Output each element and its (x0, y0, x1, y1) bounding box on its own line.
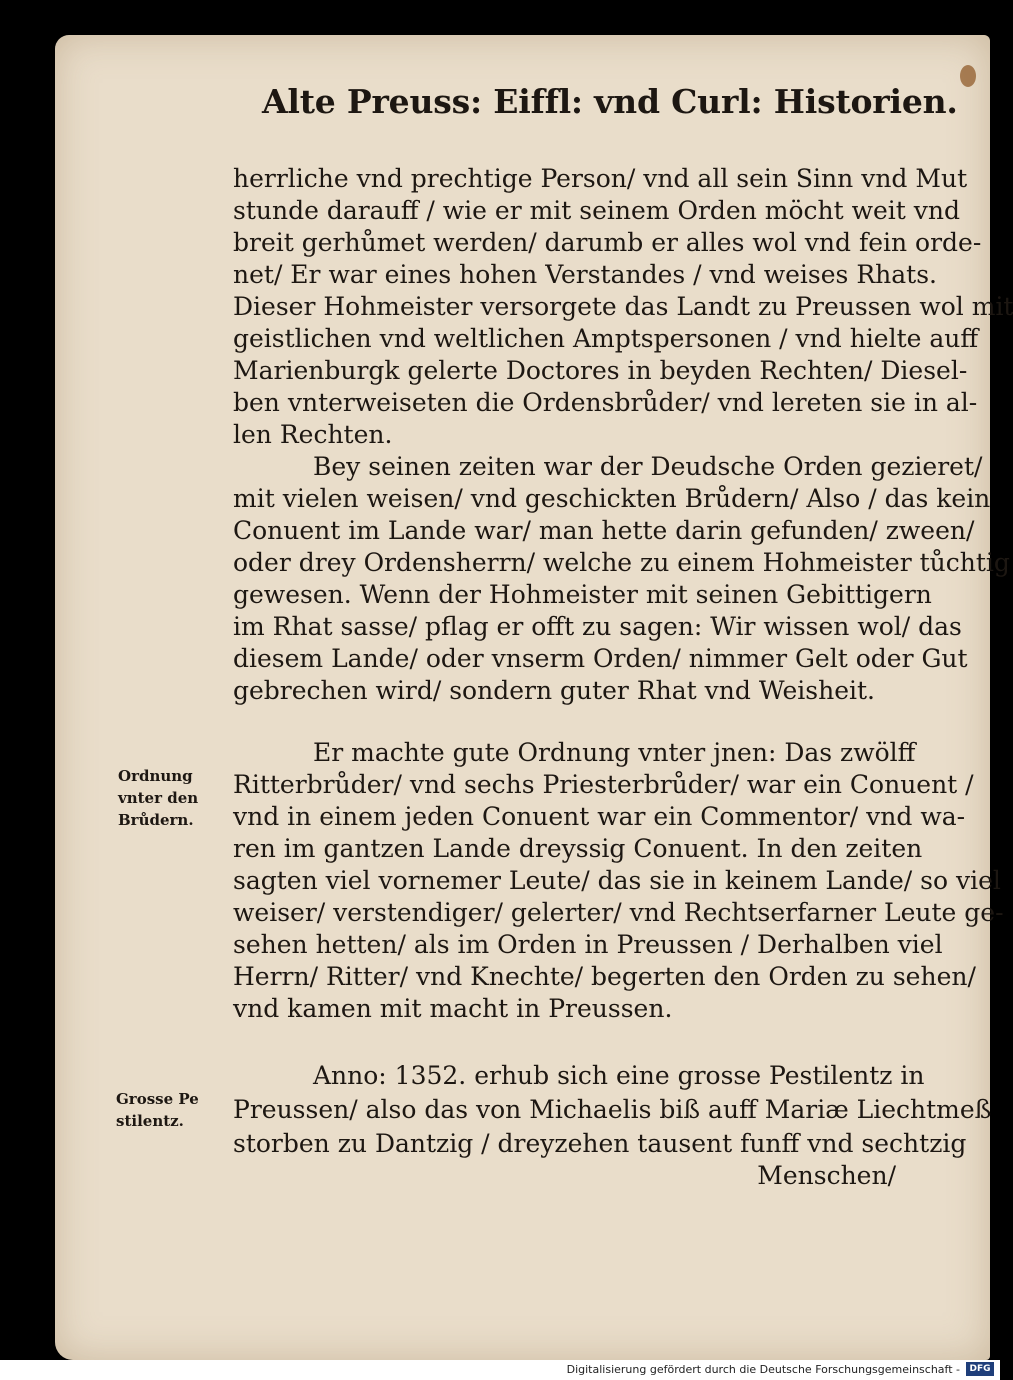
text-line: Er machte gute Ordnung vnter jnen: Das zwölff (313, 738, 916, 767)
catchword: Menschen/ (757, 1161, 896, 1190)
margin-note-line: vnter den (118, 789, 199, 807)
text-line: oder drey Ordensherrn/ welche zu einem Hohmeister tůchtig (233, 548, 1010, 577)
text-line: sagten viel vornemer Leute/ das sie in keinem Lande/ so viel (233, 866, 1001, 895)
text-line: Conuent im Lande war/ man hette darin gefunden/ zween/ (233, 516, 975, 545)
text-line: weiser/ verstendiger/ gelerter/ vnd Rechtserfarner Leute ge- (233, 898, 1004, 927)
text-line: Preussen/ also das von Michaelis biß auff Mariæ Liechtmeß (233, 1095, 992, 1124)
text-line: Herrn/ Ritter/ vnd Knechte/ begerten den Orden zu sehen/ (233, 962, 976, 991)
text-line: im Rhat sasse/ pflag er offt zu sagen: Wir wissen wol/ das (233, 612, 962, 641)
text-line: geistlichen vnd weltlichen Amptspersonen / vnd hielte auff (233, 324, 979, 353)
text-line: gewesen. Wenn der Hohmeister mit seinen Gebittigern (233, 580, 932, 609)
text-line: vnd kamen mit macht in Preussen. (233, 994, 673, 1023)
text-line: Anno: 1352. erhub sich eine grosse Pestilentz in (313, 1061, 925, 1090)
text-line: Bey seinen zeiten war der Deudsche Orden gezieret/ (313, 452, 983, 481)
margin-note-line: stilentz. (116, 1112, 184, 1130)
margin-note-ordnung (118, 765, 233, 831)
dfg-logo: DFG (966, 1362, 994, 1376)
text-line: stunde darauff / wie er mit seinem Orden möcht weit vnd (233, 196, 961, 225)
text-line: sehen hetten/ als im Orden in Preussen / Derhalben viel (233, 930, 943, 959)
text-line: net/ Er war eines hohen Verstandes / vnd weises Rhats. (233, 260, 937, 289)
text-line: len Rechten. (233, 420, 393, 449)
text-line: herrliche vnd prechtige Person/ vnd all sein Sinn vnd Mut (233, 164, 968, 193)
footer-bar (0, 1360, 1000, 1380)
text-line: vnd in einem jeden Conuent war ein Commentor/ vnd wa- (233, 802, 966, 831)
text-line: Marienburgk gelerte Doctores in beyden Rechten/ Diesel- (233, 356, 968, 385)
margin-note-line: Grosse Pe (116, 1090, 199, 1108)
margin-note-pestilentz (116, 1088, 231, 1132)
text-line: ren im gantzen Lande dreyssig Conuent. In den zeiten (233, 834, 923, 863)
text-line: diesem Lande/ oder vnserm Orden/ nimmer Gelt oder Gut (233, 644, 968, 673)
paper-stain (960, 65, 976, 87)
text-line: mit vielen weisen/ vnd geschickten Brůdern/ Also / das kein (233, 484, 991, 513)
running-head: Alte Preuss: Eiffl: vnd Curl: Historien. (262, 82, 958, 121)
margin-note-line: Brůdern. (118, 811, 194, 829)
text-line: Dieser Hohmeister versorgete das Landt zu Preussen wol mit (233, 292, 1013, 321)
margin-note-line: Ordnung (118, 767, 193, 785)
text-line: breit gerhůmet werden/ darumb er alles wol vnd fein orde- (233, 228, 982, 257)
text-line: storben zu Dantzig / dreyzehen tausent funff vnd sechtzig (233, 1129, 967, 1158)
funding-notice: Digitalisierung gefördert durch die Deutsche Forschungsgemeinschaft - (566, 1363, 960, 1376)
text-line: ben vnterweiseten die Ordensbrůder/ vnd lereten sie in al- (233, 388, 978, 417)
text-line: gebrechen wird/ sondern guter Rhat vnd Weisheit. (233, 676, 875, 705)
text-line: Ritterbrůder/ vnd sechs Priesterbrůder/ war ein Conuent / (233, 770, 974, 799)
